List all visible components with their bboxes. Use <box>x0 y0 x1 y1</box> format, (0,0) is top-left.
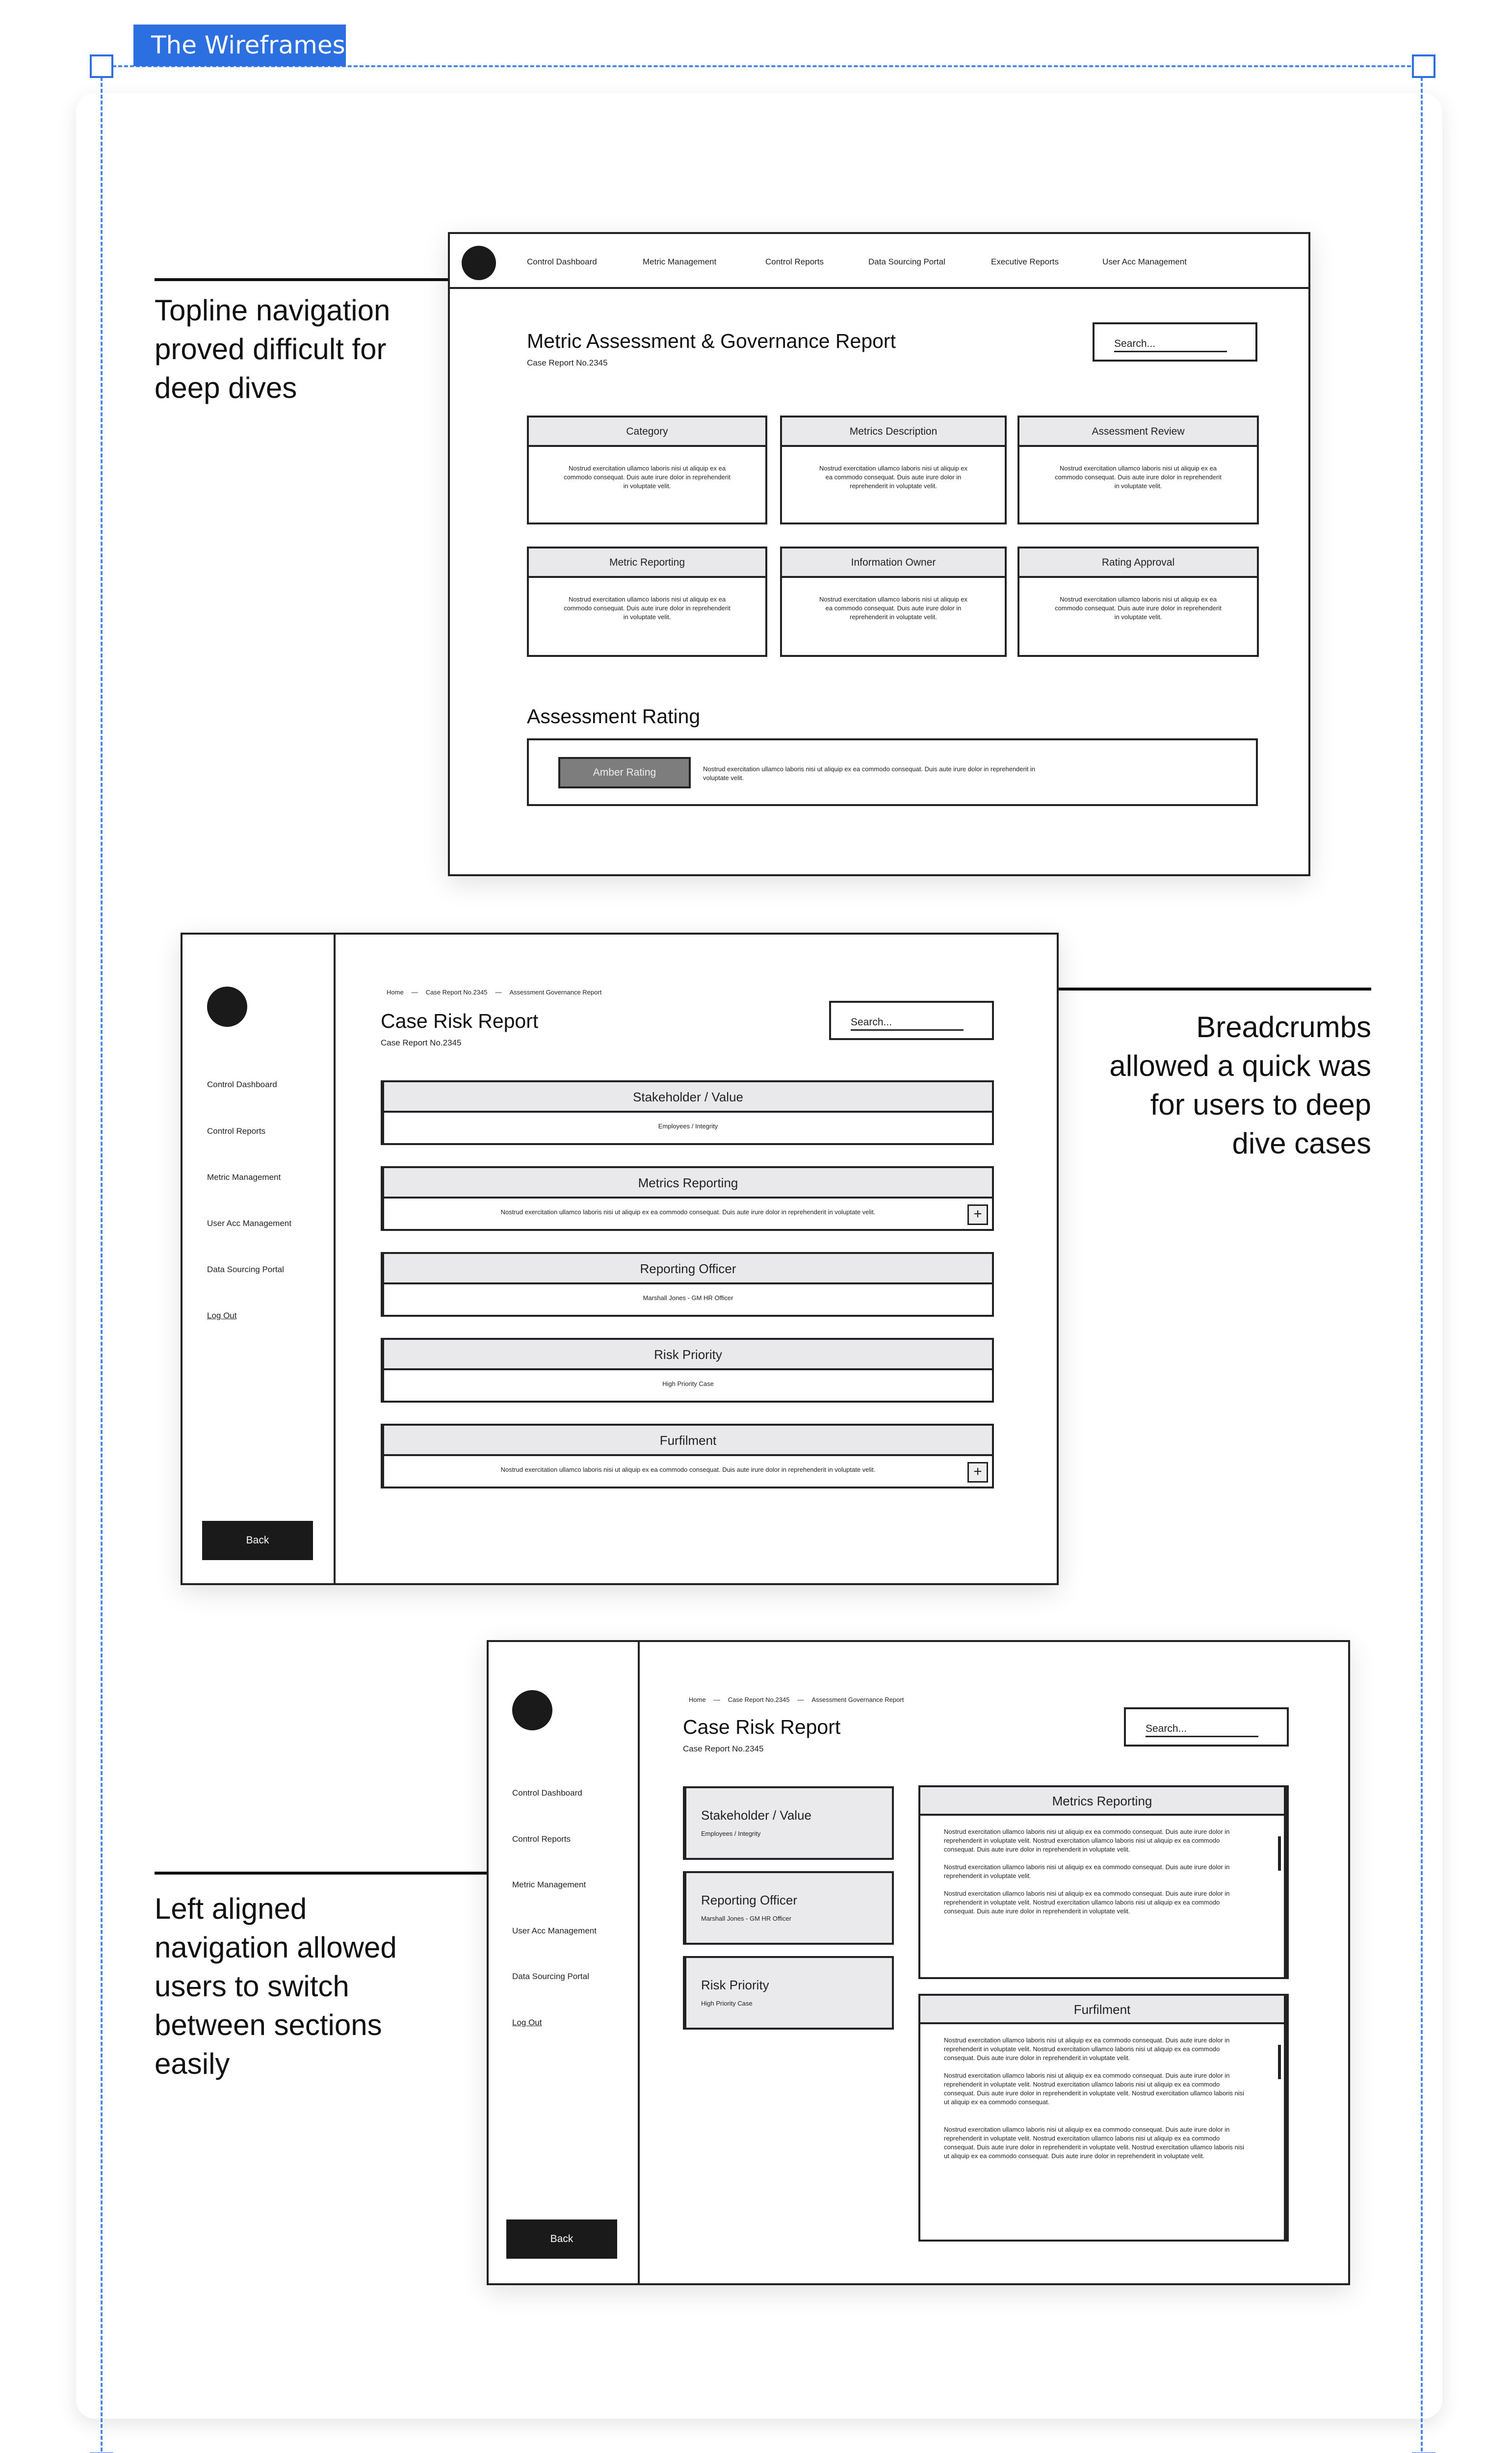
wireframe-left-nav-two-column <box>487 1640 1350 2285</box>
wireframe-topline-nav <box>448 232 1310 876</box>
breadcrumb-case-report[interactable]: Case Report No.2345 <box>728 1696 790 1703</box>
sidebar-item-control-reports[interactable]: Control Reports <box>512 1834 571 1844</box>
panel-fulfilment: Furfilment Nostrud exercitation ullamco laboris nisi ut aliquip ex ea commodo consequat. Duis aute irure dolor in reprehenderit in voluptate velit. Nostrud exercitation ullamco laboris nisi ut aliquip ex ea commodo consequat. Duis aute irure dolor in reprehenderit in voluptate velit. Nostrud exercitation ullamco laboris nisi ut aliquip ex ea commodo consequat. Duis aute irure dolor in reprehenderit in voluptate velit. Nostrud exercitation ullamco laboris nisi ut aliquip ex ea commodo consequat. Duis aute irure dolor in reprehenderit in voluptate velit. Nostrud exercitation ullamco laboris nisi ut aliquip ex ea commodo consequat. Nostrud exercitation ullamco laboris nisi ut aliquip ex ea commodo consequat. Duis aute irure dolor in reprehenderit in voluptate velit. Nostrud exercitation ullamco laboris nisi ut aliquip ex ea commodo consequat. Duis aute irure dolor in reprehenderit in voluptate velit. Nostrud exercitation ullamco laboris nisi ut aliquip ex ea commodo consequat. Duis aute irure dolor in reprehenderit in voluptate velit. <box>918 1994 1289 2242</box>
nav-control-reports[interactable]: Control Reports <box>765 257 824 266</box>
top-navbar <box>450 234 1308 289</box>
logo-circle[interactable] <box>207 987 247 1027</box>
sidebar-item-control-dashboard[interactable]: Control Dashboard <box>207 1080 277 1089</box>
page-title: Metric Assessment & Governance Report <box>527 330 896 352</box>
nav-control-dashboard[interactable]: Control Dashboard <box>527 257 597 266</box>
sidebar-item-log-out[interactable]: Log Out <box>207 1311 237 1320</box>
card-stakeholder-value[interactable]: Stakeholder / Value Employees / Integrity <box>683 1786 894 1860</box>
logo-circle[interactable] <box>462 246 496 280</box>
sidebar-item-data-sourcing-portal[interactable]: Data Sourcing Portal <box>207 1265 284 1274</box>
box-information-owner: Information Owner Nostrud exercitation ullamco laboris nisi ut aliquip ex ea commodo consequat. Duis aute irure dolor in reprehenderit in voluptate velit. <box>780 547 1007 657</box>
scrollbar-thumb[interactable] <box>1278 1836 1281 1871</box>
breadcrumb-separator: — <box>713 1696 720 1703</box>
page-title: Case Risk Report <box>381 1010 539 1032</box>
assessment-rating-panel <box>527 738 1258 806</box>
sidebar <box>489 1642 640 2283</box>
amber-rating-button[interactable]: Amber Rating <box>558 757 691 788</box>
nav-user-acc-management[interactable]: User Acc Management <box>1102 257 1187 266</box>
nav-executive-reports[interactable]: Executive Reports <box>991 257 1059 266</box>
breadcrumb <box>387 989 601 996</box>
page-subtitle: Case Report No.2345 <box>381 1038 462 1047</box>
search-input[interactable]: Search... <box>1093 322 1257 362</box>
logo-circle[interactable] <box>512 1690 552 1730</box>
expand-plus-icon[interactable]: + <box>967 1204 988 1225</box>
scrollbar-thumb[interactable] <box>1278 2045 1281 2079</box>
breadcrumb-current[interactable]: Assessment Governance Report <box>509 989 602 996</box>
annotation-topline: Topline navigation proved difficult for deep dives <box>155 294 391 404</box>
nav-metric-management[interactable]: Metric Management <box>643 257 717 266</box>
annotation-left-nav: Left aligned navigation allowed users to switch between sections easily <box>155 1892 397 2080</box>
breadcrumb-current[interactable]: Assessment Governance Report <box>811 1696 904 1703</box>
box-rating-approval: Rating Approval Nostrud exercitation ullamco laboris nisi ut aliquip ex ea commodo consequat. Duis aute irure dolor in reprehenderit in voluptate velit. <box>1017 547 1259 657</box>
box-assessment-review: Assessment Review Nostrud exercitation ullamco laboris nisi ut aliquip ex ea commodo consequat. Duis aute irure dolor in reprehenderit in voluptate velit. <box>1017 416 1259 524</box>
sidebar-item-control-dashboard[interactable]: Control Dashboard <box>512 1788 582 1798</box>
breadcrumb <box>689 1696 904 1703</box>
nav-data-sourcing-portal[interactable]: Data Sourcing Portal <box>868 257 945 266</box>
resize-handle-top-left[interactable] <box>90 54 113 78</box>
breadcrumb-home[interactable]: Home <box>689 1696 706 1703</box>
rating-description: Nostrud exercitation ullamco laboris nisi ut aliquip ex ea commodo consequat. Duis aute irure dolor in reprehenderit in voluptate velit. <box>703 765 1036 782</box>
section-fulfilment: Furfilment Nostrud exercitation ullamco laboris nisi ut aliquip ex ea commodo consequat. Duis aute irure dolor in reprehenderit in voluptate velit. + <box>381 1424 994 1488</box>
card-risk-priority[interactable]: Risk Priority High Priority Case <box>683 1956 894 2030</box>
sidebar-item-data-sourcing-portal[interactable]: Data Sourcing Portal <box>512 1972 589 1981</box>
box-metrics-description: Metrics Description Nostrud exercitation ullamco laboris nisi ut aliquip ex ea commodo consequat. Duis aute irure dolor in reprehenderit in voluptate velit. <box>780 416 1007 524</box>
page-subtitle: Case Report No.2345 <box>683 1744 764 1753</box>
expand-plus-icon[interactable]: + <box>967 1462 988 1483</box>
sidebar-item-metric-management[interactable]: Metric Management <box>512 1880 586 1889</box>
resize-handle-top-right[interactable] <box>1412 54 1435 78</box>
annotation-pointer-topline <box>155 278 498 281</box>
breadcrumb-home[interactable]: Home <box>387 989 404 996</box>
search-input[interactable]: Search... <box>1124 1707 1289 1747</box>
section-stakeholder-value: Stakeholder / Value Employees / Integrity <box>381 1080 994 1145</box>
back-button[interactable]: Back <box>506 2219 617 2259</box>
breadcrumb-case-report[interactable]: Case Report No.2345 <box>425 989 488 996</box>
annotation-pointer-left-nav <box>155 1872 498 1875</box>
sidebar-item-log-out[interactable]: Log Out <box>512 2018 542 2027</box>
breadcrumb-separator: — <box>797 1696 804 1703</box>
card-reporting-officer[interactable]: Reporting Officer Marshall Jones - GM HR Officer <box>683 1871 894 1945</box>
back-button[interactable]: Back <box>202 1521 313 1560</box>
section-reporting-officer: Reporting Officer Marshall Jones - GM HR Officer <box>381 1252 994 1317</box>
breadcrumb-separator: — <box>495 989 502 996</box>
page-title: Case Risk Report <box>683 1716 841 1738</box>
breadcrumb-separator: — <box>411 989 418 996</box>
box-category: Category Nostrud exercitation ullamco laboris nisi ut aliquip ex ea commodo consequat. Duis aute irure dolor in reprehenderit in voluptate velit. <box>527 416 767 524</box>
sidebar-item-metric-management[interactable]: Metric Management <box>207 1173 281 1182</box>
frame-label[interactable]: The Wireframes <box>133 25 346 66</box>
sidebar-item-user-acc-management[interactable]: User Acc Management <box>512 1926 597 1935</box>
box-metric-reporting: Metric Reporting Nostrud exercitation ullamco laboris nisi ut aliquip ex ea commodo consequat. Duis aute irure dolor in reprehenderit in voluptate velit. <box>527 547 767 657</box>
panel-metrics-reporting: Metrics Reporting Nostrud exercitation ullamco laboris nisi ut aliquip ex ea commodo consequat. Duis aute irure dolor in reprehenderit in voluptate velit. Nostrud exercitation ullamco laboris nisi ut aliquip ex ea commodo consequat. Duis aute irure dolor in reprehenderit in voluptate velit. Nostrud exercitation ullamco laboris nisi ut aliquip ex ea commodo consequat. Duis aute irure dolor in reprehenderit in voluptate velit. Nostrud exercitation ullamco laboris nisi ut aliquip ex ea commodo consequat. Duis aute irure dolor in reprehenderit in voluptate velit. Nostrud exercitation ullamco laboris nisi ut aliquip ex ea commodo consequat. Duis aute irure dolor in reprehenderit in voluptate velit. <box>918 1785 1289 1979</box>
search-input[interactable]: Search... <box>829 1001 994 1040</box>
annotation-breadcrumbs: Breadcrumbs allowed a quick was for users to deep dive cases <box>1109 1011 1371 1160</box>
sidebar-item-user-acc-management[interactable]: User Acc Management <box>207 1219 291 1228</box>
sidebar <box>182 935 336 1583</box>
assessment-rating-heading: Assessment Rating <box>527 705 701 728</box>
section-risk-priority: Risk Priority High Priority Case <box>381 1338 994 1403</box>
wireframe-left-nav-single-column <box>181 933 1059 1585</box>
page-subtitle: Case Report No.2345 <box>527 358 608 367</box>
sidebar-item-control-reports[interactable]: Control Reports <box>207 1126 266 1136</box>
section-metrics-reporting: Metrics Reporting Nostrud exercitation ullamco laboris nisi ut aliquip ex ea commodo consequat. Duis aute irure dolor in reprehenderit in voluptate velit. + <box>381 1166 994 1231</box>
